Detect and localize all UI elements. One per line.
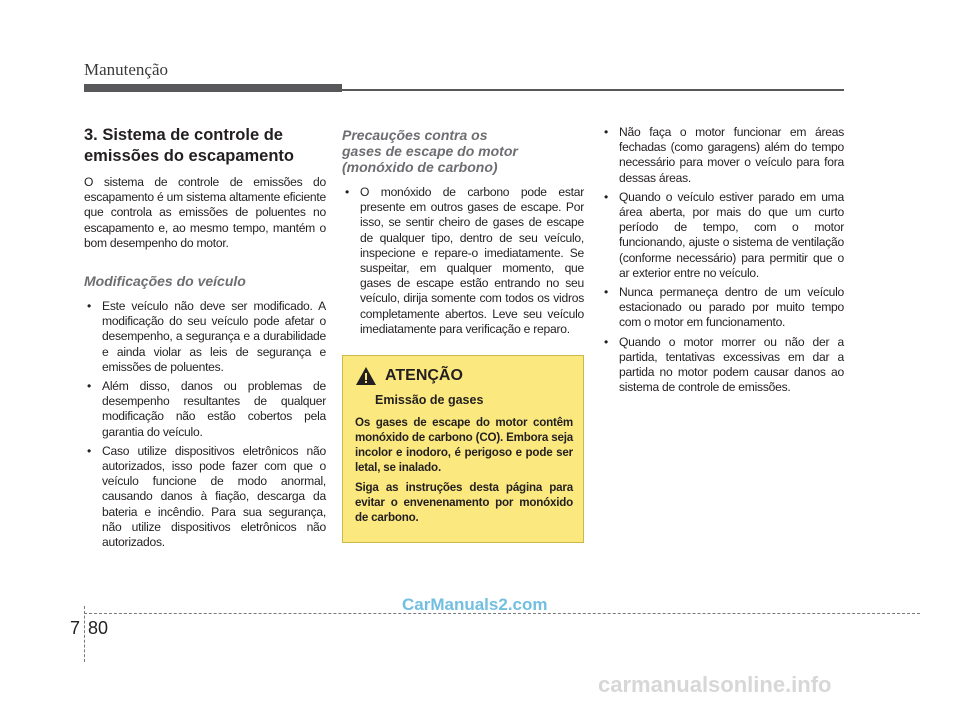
list-item: • Não faça o motor funcionar em áreas fechadas (como garagens) além do tempo necessário para mover o veículo para fora dessas áreas.	[604, 125, 844, 185]
list-item: • Quando o veículo estiver parado em uma área aberta, por mais do que um curto período de tempo, com o motor funcionando, ajuste o sistema de ventilação (conforme necessário) para permitir que o ar exterior entre no veículo.	[604, 189, 844, 280]
warning-title: ATENÇÃO	[385, 367, 463, 385]
warning-subtitle: Emissão de gases	[375, 393, 484, 408]
watermark-top: CarManuals2.com	[402, 595, 548, 614]
modifications-heading: Modificações do veículo	[84, 273, 246, 290]
section-heading-line1: 3. Sistema de controle de	[84, 126, 283, 144]
exhaust-precautions-list	[342, 185, 584, 337]
page-chapter: 7	[70, 618, 81, 638]
warning-paragraph-2: Siga as instruções desta página para evitar o envenenamento por monóxido de carbono.	[355, 481, 573, 525]
list-item: • Este veículo não deve ser modificado. A modificação do seu veículo pode afetar o desempenho, a segurança e a durabilidade e ainda violar as leis de segurança e emissões de poluentes.	[87, 299, 326, 374]
list-item: • Nunca permaneça dentro de um veículo estacionado ou parado por muito tempo com o motor em funcionamento.	[604, 285, 844, 330]
column-1	[84, 125, 326, 554]
list-item: • Caso utilize dispositivos eletrônicos não autorizados, isso pode fazer com que o veículo funcione de modo anormal, causando danos à fiação, descarga da bateria e incêndio. Para sua segurança, não utilize dispositivos eletrônicos não autorizados.	[87, 443, 326, 550]
section-heading-line2: emissões do escapamento	[84, 147, 295, 165]
footer-rule	[84, 613, 920, 614]
watermark-bottom: carmanualsonline.info	[598, 672, 832, 697]
warning-box	[342, 355, 584, 543]
list-item: • O monóxido de carbono pode estar presente em outros gases de escape. Por isso, se sentir cheiro de gases de escape de qualquer tipo, dentro de seu veículo, inspecione e repare-o imediatamente. Se suspeitar, em qualquer momento, que gases de escape estão entrando no seu veículo, dirija somente com todos os vidros completamente abertos. Leve seu veículo imediatamente para verificação e reparo.	[345, 185, 584, 336]
intro-paragraph: O sistema de controle de emissões do escapamento é um sistema altamente eficiente que controla as emissões de poluentes no escapamento e, ao mesmo tempo, mantém o bom desempenho do motor.	[84, 175, 326, 250]
header-title: Manutenção	[84, 60, 169, 79]
list-item: • Além disso, danos ou problemas de desempenho resultantes de qualquer modificação não estão cobertos pela garantia do veículo.	[87, 379, 326, 439]
page-number: 80	[88, 618, 109, 638]
header-rule	[342, 89, 844, 91]
warning-paragraph-1: Os gases de escape do motor contêm monóxido de carbono (CO). Embora seja incolor e inodoro, é perigoso e pode ser letal, se inalado.	[355, 416, 573, 475]
footer-divider	[84, 606, 85, 662]
exhaust-precautions-heading: Precauções contra os gases de escape do motor (monóxido de carbono)	[342, 127, 518, 175]
list-item: • Quando o motor morrer ou não der a partida, tentativas excessivas em dar a partida no motor podem causar danos ao sistema de controle de emissões.	[604, 334, 844, 395]
section-heading	[84, 125, 326, 167]
modifications-list	[84, 299, 326, 550]
column-2	[342, 125, 584, 543]
column-3	[601, 125, 844, 399]
warning-triangle-icon	[355, 366, 377, 386]
engine-running-list	[601, 125, 844, 395]
header-bar	[84, 84, 342, 92]
